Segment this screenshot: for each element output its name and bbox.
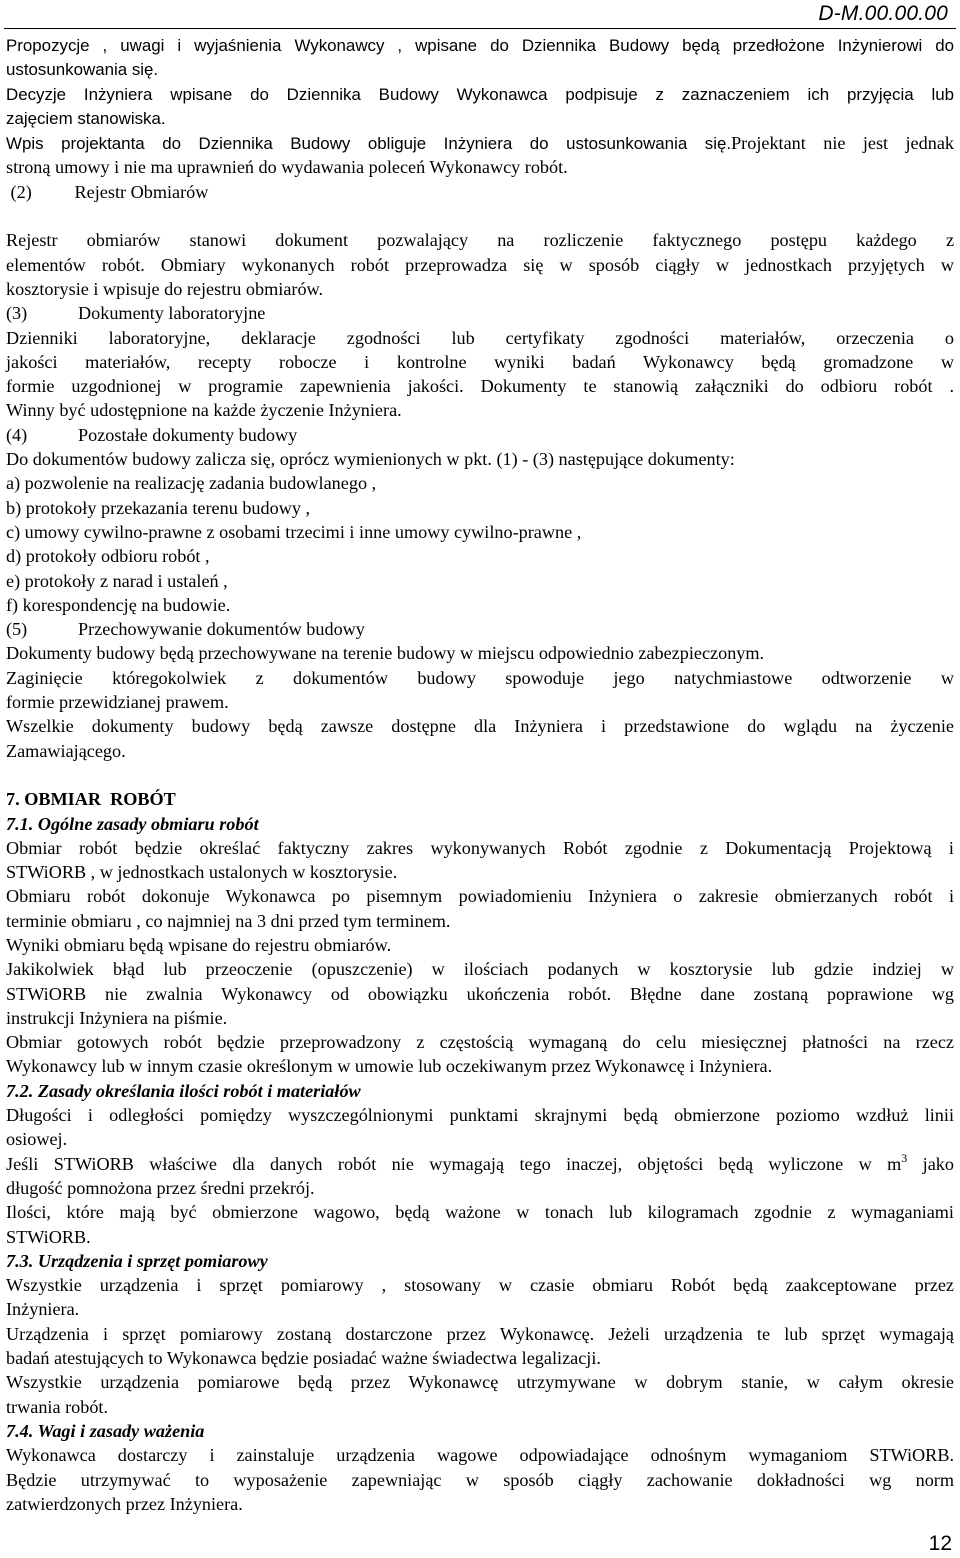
text-segment: o <box>944 327 954 348</box>
section-heading <box>6 180 954 204</box>
text-segment: Dzienniki laboratoryjne, deklaracje zgodności lub certyfikaty zgodności materiałów, orzeczenia <box>6 327 914 348</box>
superscript: 3 <box>901 1150 908 1165</box>
text-line <box>6 228 954 252</box>
text-line: elementów robót. Obmiary wykonanych robót przeprowadza się w sposób ciągły w jednostkach przyjętych w <box>6 254 954 275</box>
text-segment: . <box>949 376 954 397</box>
text-line <box>6 1152 954 1176</box>
subsection-heading: 7.2. Zasady określania ilości robót i materiałów <box>6 1080 361 1101</box>
spacer <box>6 204 954 228</box>
text-segment: Zaginięcie któregokolwiek z dokumentów budowy spowoduje jego natychmiastowe odtworzenie <box>6 667 912 688</box>
text-line: ustosunkowania się. <box>6 60 159 80</box>
section-title: Pozostałe dokumenty budowy <box>78 424 298 445</box>
text-line: Ilości, które mają być obmierzone wagowo, będą ważone w tonach lub kilogramach zgodnie z wymaganiami <box>6 1202 954 1223</box>
text-line: Inżyniera. <box>6 1299 80 1320</box>
text-line: Propozycje , uwagi i wyjaśnienia Wykonawcy , wpisane do Dziennika Budowy będą przedłożone Inżynierowi do <box>6 36 954 55</box>
subsection-heading: 7.1. Ogólne zasady obmiaru robót <box>6 813 259 834</box>
text-line: Wyniki obmiaru będą wpisane do rejestru obmiarów. <box>6 934 392 955</box>
text-line: Obmiar gotowych robót będzie przeprowadzony z częstością wymaganą do celu miesięcznej płatności na rzecz <box>6 1032 954 1053</box>
text-line <box>6 326 954 350</box>
text-line: Wykonawcy lub w innym czasie określonym w umowie lub oczekiwanym przez Wykonawcę i Inżyniera. <box>6 1056 773 1077</box>
subsection-heading: 7.4. Wagi i zasady ważenia <box>6 1420 205 1441</box>
text-segment: w <box>940 959 955 980</box>
text-segment: Rejestr obmiarów stanowi dokument pozwalający na rozliczenie faktycznego postępu każdego <box>6 230 917 251</box>
text-line: Decyzje Inżyniera wpisane do Dziennika Budowy Wykonawca podpisuje z zaznaczeniem ich przyjęcia lub <box>6 84 954 104</box>
page-number: 12 <box>928 1532 952 1555</box>
section-title: Przechowywanie dokumentów budowy <box>78 619 365 640</box>
text-line <box>6 374 954 398</box>
spacer <box>6 763 954 787</box>
list-item: f) korespondencję na budowie. <box>6 594 231 615</box>
text-line <box>6 131 954 155</box>
list-item: c) umowy cywilno-prawne z osobami trzecimi i inne umowy cywilno-prawne , <box>6 521 582 542</box>
text-segment: Wpis projektanta do Dziennika Budowy obliguje Inżyniera do ustosunkowania się. <box>6 134 732 154</box>
text-line: Wszelkie dokumenty budowy będą zawsze dostępne dla Inżyniera i przedstawione do wglądu na życzenie <box>6 716 954 737</box>
chapter-heading: 7. OBMIAR ROBÓT <box>6 789 176 810</box>
text-line: Winny być udostępnione na każde życzenie Inżyniera. <box>6 400 402 421</box>
section-number: (4) <box>6 424 28 445</box>
text-line: Długości i odległości pomiędzy wyszczególnionymi punktami skrajnymi będą obmierzone poziomo wzdłuż linii <box>6 1105 954 1126</box>
text-line: Do dokumentów budowy zalicza się, oprócz wymienionych w pkt. (1) - (3) następujące dokumenty: <box>6 449 735 470</box>
text-segment: z <box>945 230 955 251</box>
text-segment: w <box>940 351 954 372</box>
text-line: Wykonawca dostarczy i zainstaluje urządzenia wagowe odpowiadające odnośnym wymaganiom STWiORB. <box>6 1445 954 1466</box>
section-heading <box>6 617 954 641</box>
text-line: Dokumenty budowy będą przechowywane na terenie budowy w miejscu odpowiednio zabezpieczonym. <box>6 643 765 664</box>
list-item: e) protokoły z narad i ustaleń , <box>6 570 228 591</box>
text-line: Obmiar robót będzie określać faktyczny zakres wykonywanych Robót zgodnie z Dokumentacją Projektową i <box>6 837 954 858</box>
text-segment: Projektant nie jest jednak <box>731 133 954 154</box>
list-item: a) pozwolenie na realizację zadania budowlanego , <box>6 473 377 494</box>
subsection-heading: 7.3. Urządzenia i sprzęt pomiarowy <box>6 1250 268 1271</box>
text-line: STWiORB nie zwalnia Wykonawcy od obowiązku ukończenia robót. Błędne dane zostaną poprawione wg <box>6 983 954 1004</box>
text-line: Zamawiającego. <box>6 740 126 761</box>
text-segment: w <box>940 667 954 688</box>
text-line <box>6 666 954 690</box>
text-line: instrukcji Inżyniera na piśmie. <box>6 1007 228 1028</box>
text-segment: jakości materiałów, recepty robocze i kontrolne wyniki badań Wykonawcy będą gromadzone <box>6 351 914 372</box>
header-divider <box>4 28 956 29</box>
list-item: d) protokoły odbioru robót , <box>6 546 210 567</box>
list-item: b) protokoły przekazania terenu budowy , <box>6 497 311 518</box>
text-segment: Jeśli STWiORB właściwe dla danych robót nie wymagają tego inaczej, objętości będą wyliczone w m <box>6 1153 902 1174</box>
text-line: STWiORB , w jednostkach ustalonych w kosztorysie. <box>6 862 398 883</box>
text-line: formie przewidzianej prawem. <box>6 692 229 713</box>
text-line: stroną umowy i nie ma uprawnień do wydawania poleceń Wykonawcy robót. <box>6 157 568 178</box>
document-code: D-M.00.00.00 <box>818 2 948 25</box>
text-line: Urządzenia i sprzęt pomiarowy zostaną dostarczone przez Wykonawcę. Jeżeli urządzenia te lub sprzęt wymagają <box>6 1323 954 1344</box>
section-title: Rejestr Obmiarów <box>74 181 209 202</box>
text-line: Wszystkie urządzenia pomiarowe będą przez Wykonawcę utrzymywane w dobrym stanie, w całym okresie <box>6 1372 954 1393</box>
text-line: zajęciem stanowiska. <box>6 108 166 128</box>
section-number: (2) <box>10 181 32 202</box>
text-segment: Jakikolwiek błąd lub przeoczenie (opuszczenie) w ilościach podanych w kosztorysie lub gdzie indziej <box>6 959 922 980</box>
text-line: trwania robót. <box>6 1396 109 1417</box>
text-line: zatwierdzonych przez Inżyniera. <box>6 1493 243 1514</box>
section-number: (3) <box>6 303 28 324</box>
text-line: terminie obmiaru , co najmniej na 3 dni przed tym terminem. <box>6 910 451 931</box>
text-line: Będzie utrzymywać to wyposażenie zapewniając w sposób ciągły zachowanie dokładności wg norm <box>6 1469 954 1490</box>
section-heading <box>6 301 954 325</box>
text-line: długość pomnożona przez średni przekrój. <box>6 1177 315 1198</box>
text-line <box>6 350 954 374</box>
text-line: osiowej. <box>6 1129 68 1150</box>
section-title: Dokumenty laboratoryjne <box>78 303 266 324</box>
text-line: Obmiaru robót dokonuje Wykonawca po pisemnym powiadomieniu Inżyniera o zakresie obmierzanych robót i <box>6 886 954 907</box>
text-line: badań atestujących to Wykonawca będzie posiadać ważne świadectwa legalizacji. <box>6 1348 601 1369</box>
text-segment: formie uzgodnionej w programie zapewnienia jakości. Dokumenty te stanowią załączniki do odbioru robót <box>6 376 933 397</box>
text-line: STWiORB. <box>6 1226 91 1247</box>
text-line <box>6 957 954 981</box>
text-segment: jako <box>922 1153 954 1174</box>
text-line: Wszystkie urządzenia i sprzęt pomiarowy , stosowany w czasie obmiaru Robót będą zaakceptowane przez <box>6 1275 954 1296</box>
section-heading <box>6 423 954 447</box>
text-line: kosztorysie i wpisuje do rejestru obmiarów. <box>6 278 324 299</box>
section-number: (5) <box>6 619 28 640</box>
